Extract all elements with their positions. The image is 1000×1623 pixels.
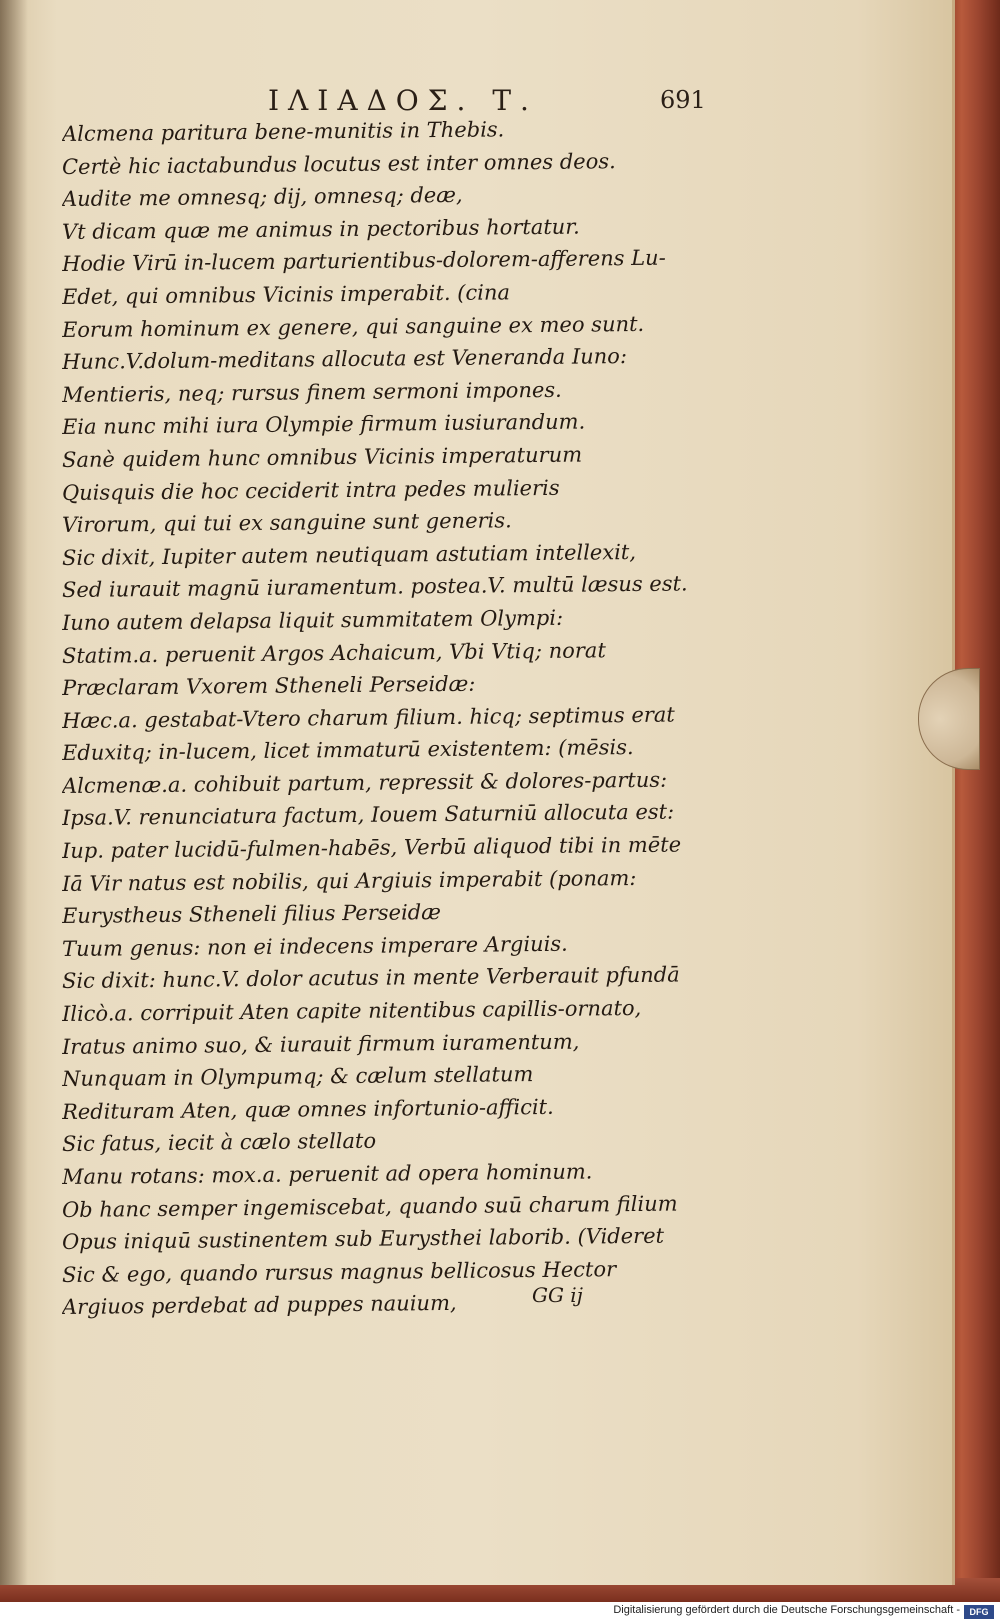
text-line: Hodie Virū in-lucem parturientibus-dolorem-afferens Lu- bbox=[61, 246, 666, 277]
text-line: Nunquam in Olympumq; & cælum stellatum bbox=[61, 1062, 534, 1092]
text-line: Opus iniquū sustinentem sub Eurysthei laborib. (Videret bbox=[61, 1223, 665, 1255]
text-line: Hunc.V.dolum-meditans allocuta est Veneranda Iuno: bbox=[61, 344, 628, 375]
text-block bbox=[62, 118, 712, 1324]
text-line: Tuum genus: non ei indecens imperare Argiuis. bbox=[61, 931, 568, 961]
text-line: Iā Vir natus est nobilis, qui Argiuis imperabit (ponam: bbox=[61, 865, 637, 896]
spine-shadow bbox=[0, 0, 28, 1585]
text-line: Redituram Aten, quæ omnes infortunio-afficit. bbox=[61, 1094, 554, 1124]
text-line: Iup. pater lucidū-fulmen-habēs, Verbū aliquod tibi in mēte bbox=[61, 832, 682, 864]
text-line: Virorum, qui tui ex sanguine sunt generis. bbox=[61, 508, 512, 538]
running-title: ΙΛΙΑΔΟΣ. Τ. bbox=[268, 84, 538, 117]
text-line: Alcmena paritura bene-munitis in Thebis. bbox=[61, 117, 505, 146]
page-number: 691 bbox=[660, 86, 706, 114]
text-line: Ob hanc semper ingemiscebat, quando suū charum filium bbox=[61, 1191, 678, 1222]
text-line: Sic fatus, iecit à cælo stellato bbox=[61, 1129, 377, 1157]
text-line: Vt dicam quæ me animus in pectoribus hortatur. bbox=[61, 214, 580, 244]
text-line: Edet, qui omnibus Vicinis imperabit. (cina bbox=[61, 280, 511, 309]
signature-mark: GG ij bbox=[532, 1283, 583, 1307]
text-line: Sic dixit, Iupiter autem neutiquam astutiam intellexit, bbox=[61, 539, 637, 570]
text-line: Argiuos perdebat ad puppes nauium, bbox=[61, 1291, 457, 1320]
text-line: Iuno autem delapsa liquit summitatem Olympi: bbox=[61, 605, 564, 635]
text-line: Eurystheus Stheneli filius Perseidæ bbox=[61, 900, 442, 929]
text-line: Sed iurauit magnū iuramentum. postea.V. multū læsus est. bbox=[61, 571, 688, 603]
text-line: Eia nunc mihi iura Olympie firmum iusiurandum. bbox=[61, 409, 586, 440]
text-line: Sanè quidem hunc omnibus Vicinis imperaturum bbox=[61, 442, 583, 472]
text-line: Hæc.a. gestabat-Vtero charum filium. hicq; septimus erat bbox=[61, 702, 675, 733]
text-line: Alcmenæ.a. cohibuit partum, repressit & dolores-partus: bbox=[61, 767, 668, 798]
text-line: Quisquis die hoc ceciderit intra pedes mulieris bbox=[61, 475, 560, 505]
footer-credit: Digitalisierung gefördert durch die Deutsche Forschungsgemeinschaft - bbox=[613, 1604, 960, 1616]
text-line: Ilicò.a. corripuit Aten capite nitentibus capillis-ornato, bbox=[61, 995, 642, 1027]
text-line: Certè hic iactabundus locutus est inter omnes deos. bbox=[61, 148, 616, 179]
text-line: Eorum hominum ex genere, qui sanguine ex meo sunt. bbox=[61, 311, 645, 342]
text-line: Sic dixit: hunc.V. dolor acutus in mente Verberauit pfundā bbox=[61, 962, 680, 994]
text-line: Manu rotans: mox.a. peruenit ad opera hominum. bbox=[61, 1159, 593, 1189]
text-line: Ipsa.V. renunciatura factum, Iouem Saturniū allocuta est: bbox=[61, 800, 675, 831]
text-line: Audite me omnesq; dij, omnesq; deæ, bbox=[61, 182, 463, 212]
text-line: Iratus animo suo, & iurauit firmum iuramentum, bbox=[61, 1029, 580, 1059]
text-line: Statim.a. peruenit Argos Achaicum, Vbi Vtiq; norat bbox=[61, 637, 606, 668]
dfg-logo: DFG bbox=[964, 1605, 994, 1619]
text-line: Mentieris, neq; rursus finem sermoni impones. bbox=[61, 377, 562, 407]
text-line: Sic & ego, quando rursus magnus bellicosus Hector bbox=[61, 1256, 617, 1287]
text-line: Eduxitq; in-lucem, licet immaturū existentem: (mēsis. bbox=[61, 735, 634, 766]
text-line: Præclaram Vxorem Stheneli Perseidæ: bbox=[61, 671, 476, 701]
